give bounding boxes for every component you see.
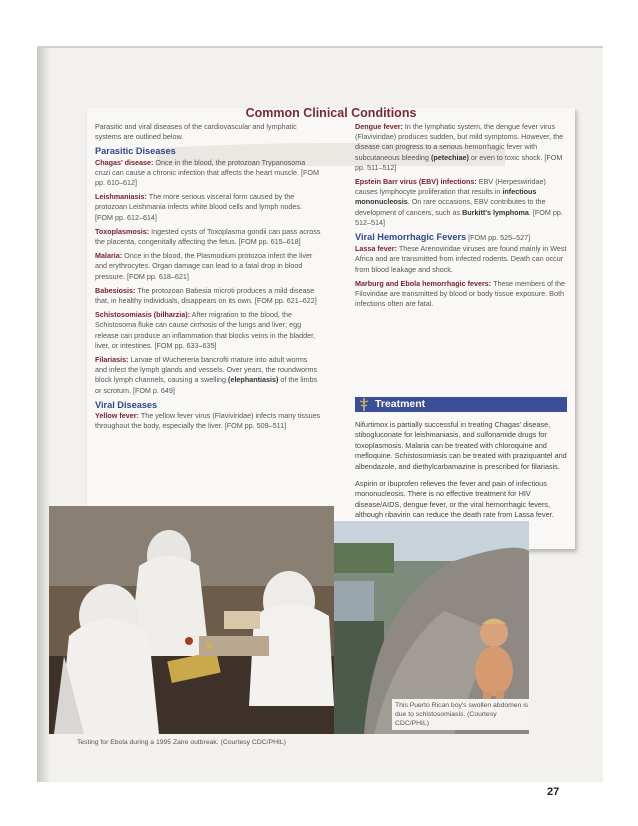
- parasitic-list: [95, 158, 321, 351]
- lassa-entry: [355, 244, 569, 275]
- treatment-title: Treatment: [375, 398, 426, 410]
- treatment-body: [355, 420, 569, 528]
- treatment-header: [355, 397, 567, 412]
- page-number: 27: [547, 786, 560, 798]
- dengue-term: Dengue fever:: [355, 122, 403, 131]
- filariasis-term: Filariasis:: [95, 355, 129, 365]
- parasitic-entry: [95, 192, 321, 223]
- parasitic-term: Leishmaniasis:: [95, 192, 147, 202]
- filariasis-bold: (elephantiasis): [228, 375, 279, 385]
- epstein-text-1: EBV (Herpeswiridae) causes lymphocyte proliferation that results in: [355, 177, 546, 197]
- parasitic-heading: Parasitic Diseases: [95, 146, 176, 157]
- parasitic-text: Once in the blood, the Plasmodium protozoa infect the liver and erythrocytes. Organ damage can lead to a fatal drop in blood pressure. [FOM pp. 618–621]: [95, 251, 313, 281]
- parasitic-text: The protozoan Babesia microti produces a mild disease that, in healthy individuals, disappears on its own. [FOM pp. 621–622]: [95, 285, 317, 306]
- filariasis-text-2: of the limbs or scrotum. [FOM p. 649]: [95, 375, 318, 395]
- right-column: [355, 122, 569, 313]
- lassa-term: Lassa fever:: [355, 244, 397, 254]
- parasitic-text: Once in the blood, the protozoan Trypanosoma cruzi can cause a chronic infection that affects the heart muscle. [FOM pp. 610–612]: [95, 157, 319, 188]
- lassa-text: These Arenoviridae viruses are found mainly in West Africa and are transmitted from infected rodents. Death can occur from blood leakage and shock.: [355, 244, 567, 274]
- treatment-paragraph-2: Aspirin or ibuprofen relieves the fever and pain of infectious mononucleosis. There is no effective treatment for HIV disease/AIDS, dengue fever, or the viral hemorrhagic fevers, although ribavirin can reduce the death rate from Lassa fever.: [355, 479, 554, 520]
- boy-photo-caption: This Puerto Rican boy's swollen abdomen is due to schistosomiasis. (Courtesy CDC/PHIL): [392, 699, 529, 730]
- parasitic-term: Toxoplasmosis:: [95, 226, 150, 236]
- dengue-bold: (petechiae): [430, 152, 469, 162]
- ebola-photo-caption: Testing for Ebola during a 1995 Zaire outbreak. (Courtesy CDC/PHIL): [77, 739, 286, 746]
- panel-title: [87, 104, 575, 122]
- intro-text: Parasitic and viral diseases of the cardiovascular and lymphatic systems are outlined below.: [95, 122, 297, 142]
- filariasis-text-1: Larvae of Wuchereria bancrofti mature into adult worms and infect the lymph glands and vessels. Over years, the roundworms block lymph channels, causing a swelling: [95, 355, 318, 385]
- ebola-photo-image: [49, 506, 334, 734]
- left-column: [95, 122, 321, 435]
- textbook-page: [37, 46, 603, 798]
- filariasis-entry: [95, 355, 321, 396]
- dengue-entry: [355, 122, 569, 173]
- vhf-heading: [355, 232, 569, 243]
- caduceus-icon: [359, 398, 369, 411]
- marburg-text: These members of the Filoviridae are transmitted by blood or body tissue exposure. Both infections often are fatal.: [355, 278, 565, 309]
- schistosomiasis-boy-photo: [334, 521, 529, 734]
- parasitic-term: Malaria:: [95, 251, 123, 261]
- viral-heading: Viral Diseases: [95, 399, 158, 410]
- epstein-entry: [355, 177, 569, 228]
- ebola-testing-photo: [49, 506, 334, 734]
- parasitic-text: After migration to the blood, the Schistosoma fluke can cause cirrhosis of the lungs and liver; egg release can produce an inflammation that blocks veins in the bladder, liver, or intestines. [FOM pp. 633–635]: [95, 310, 316, 350]
- epstein-bold-1: infectious mononucleosis: [355, 187, 537, 207]
- epstein-text-3: . [FOM pp. 512–514]: [355, 207, 563, 227]
- yellow-fever-term: Yellow fever:: [95, 411, 139, 421]
- parasitic-entry: [95, 286, 321, 306]
- parasitic-entry: [95, 158, 321, 189]
- vhf-heading-text: Viral Hemorrhagic Fevers: [355, 232, 467, 243]
- parasitic-term: Babesiosis:: [95, 285, 136, 295]
- parasitic-term: Chagas' disease:: [95, 157, 154, 167]
- treatment-paragraph-1: Nifurtimox is partially successful in treating Chagas' disease, stibogluconate for leishmaniasis, and sulfonamide drugs for toxoplasmosis. Malaria can be treated with chloroquine and mefloquine. Schistosomiasis can be treated with praziquantel and albendazole, and diethylcarbamazine is prescribed for filariasis.: [355, 420, 567, 471]
- dengue-text-2: or even to toxic shock. [FOM pp. 511–512]: [355, 152, 563, 172]
- yellow-fever-entry: [95, 411, 321, 431]
- parasitic-entry: [95, 251, 321, 282]
- parasitic-term: Schistosomiasis (bilharzia):: [95, 310, 191, 320]
- vhf-ref: [FOM pp. 525–527]: [466, 233, 531, 243]
- page-gutter: [37, 48, 49, 782]
- epstein-term: Epstein Barr virus (EBV) infections:: [355, 177, 477, 187]
- parasitic-entry: [95, 310, 321, 351]
- parasitic-text: The more serious visceral form caused by the protozoan Leishmania infects white blood cells and lymph nodes. [FOM pp. 612–614]: [95, 192, 302, 222]
- parasitic-entry: [95, 227, 321, 247]
- epstein-bold-2: Burkitt's lymphoma: [462, 207, 529, 217]
- marburg-term: Marburg and Ebola hemorrhagic fevers:: [355, 278, 492, 288]
- parasitic-text: Ingested cysts of Toxoplasma gondii can pass across the placenta, congenitally affecting the fetus. [FOM pp. 615–618]: [95, 226, 321, 247]
- epstein-text-2: . On rare occasions, EBV contributes to the development of cancers, such as: [355, 197, 546, 217]
- marburg-entry: [355, 279, 569, 310]
- yellow-fever-text: The yellow fever virus (Flaviviridae) infects many tissues throughout the body, especially the liver. [FOM pp. 509–511]: [95, 411, 321, 431]
- panel-title-text: Common Clinical Conditions: [245, 106, 417, 120]
- dengue-text-1: In the lymphatic system, the dengue fever virus (Flaviviridae) produces sudden, but mild symptoms. However, the disease can progress to a serious hemorrhagic fever with subcutaneous bleeding: [355, 122, 564, 162]
